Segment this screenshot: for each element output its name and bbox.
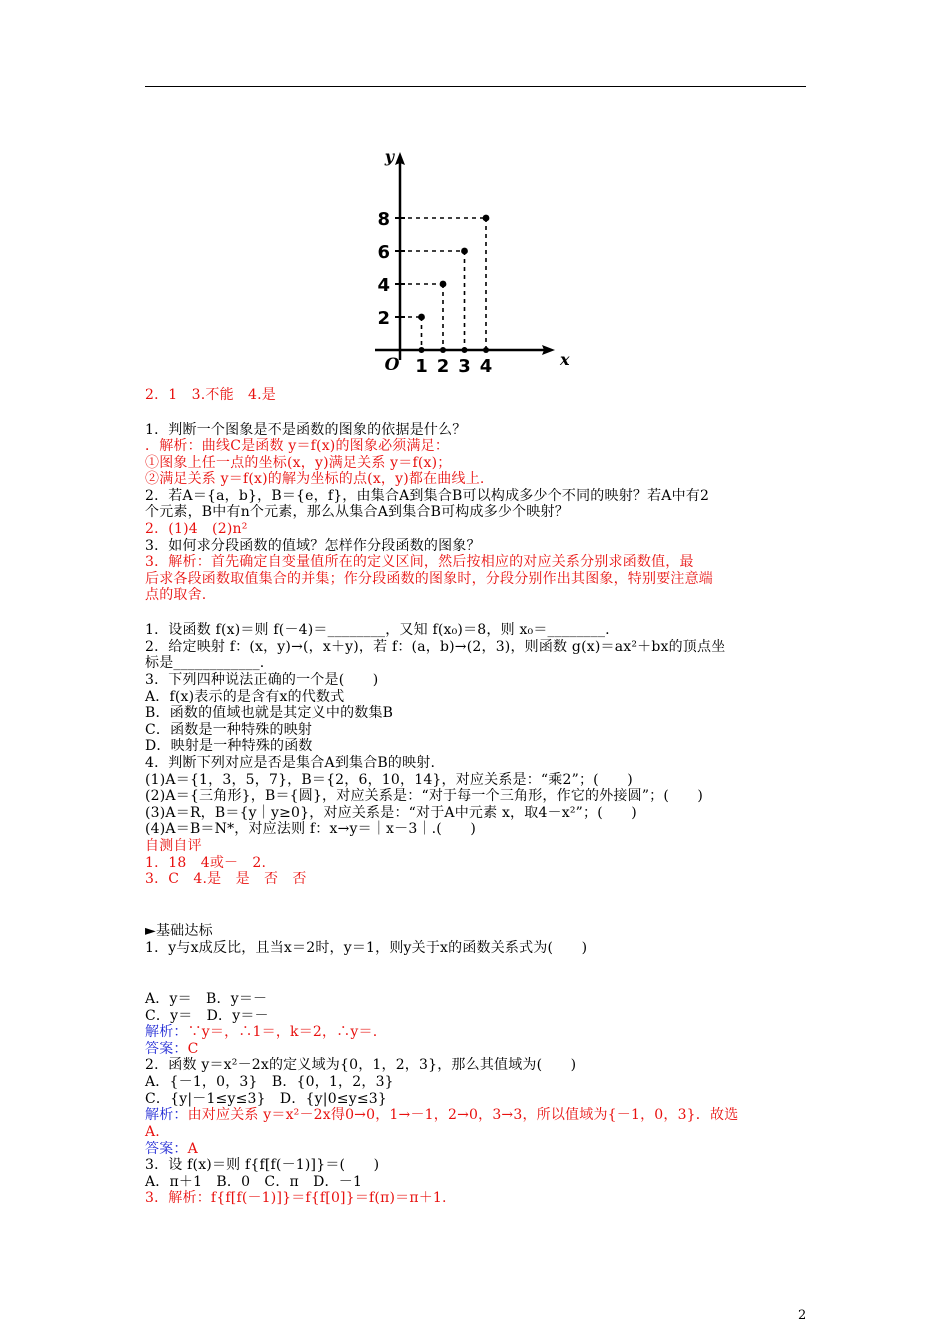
header-rule bbox=[145, 86, 806, 87]
text-line: 2．(1)4 (2)n² bbox=[145, 521, 248, 537]
text-line: (1)A＝{1，3，5，7}，B＝{2，6，10，14}，对应关系是：“乘2”；( ) bbox=[145, 772, 633, 788]
y-tick-label: 8 bbox=[377, 209, 390, 230]
text-line: C．y＝ D．y＝－ bbox=[145, 1008, 269, 1024]
text-line: ．解析：曲线C是函数 y＝f(x)的图象必须满足： bbox=[145, 438, 450, 454]
text-line: 4．判断下列对应是否是集合A到集合B的映射. bbox=[145, 755, 436, 771]
graph-ticks bbox=[377, 209, 492, 377]
text-line: 答案：C bbox=[145, 1041, 199, 1057]
y-tick-label: 2 bbox=[377, 308, 390, 329]
x-tick-label: 1 bbox=[415, 356, 428, 377]
text-line: 2．若A＝{a，b}，B＝{e，f}，由集合A到集合B可以构成多少个不同的映射？若A中有2 bbox=[145, 488, 710, 504]
x-tick-label: 3 bbox=[458, 356, 471, 377]
text-line: ►基础达标 bbox=[145, 923, 213, 939]
text-line: 3．C 4.是 是 否 否 bbox=[145, 871, 307, 887]
text-line: (3)A＝R，B＝{y｜y≥0}，对应关系是：“对于A中元素 x，取4－x²”；( ) bbox=[145, 805, 637, 821]
y-axis-label: y bbox=[384, 147, 394, 166]
function-graph bbox=[370, 140, 570, 380]
text-line: 后求各段函数取值集合的并集；作分段函数的图象时，分段分别作出其图象，特别要注意端 bbox=[145, 571, 713, 587]
text-line: D．映射是一种特殊的函数 bbox=[145, 738, 313, 754]
text-line: A．{－1，0，3} B．{0，1，2，3} bbox=[145, 1074, 394, 1090]
text-line: ①图象上任一点的坐标(x，y)满足关系 y＝f(x)； bbox=[145, 455, 452, 471]
text-line: 个元素，B中有n个元素，那么从集合A到集合B可构成多少个映射？ bbox=[145, 504, 569, 520]
text-line: 解析：∵y＝，∴1＝，k＝2，∴y＝. bbox=[145, 1024, 378, 1040]
text-line: C．{y|－1≤y≤3} D．{y|0≤y≤3} bbox=[145, 1091, 387, 1107]
text-line: 解析：由对应关系 y＝x²－2x得0→0，1→－1，2→0，3→3，所以值域为{－1，0，3}．故选 bbox=[145, 1107, 739, 1123]
x-axis-label: x bbox=[560, 350, 570, 369]
text-line: (2)A＝{三角形}，B＝{圆}，对应关系是：“对于每一个三角形，作它的外接圆”；( ) bbox=[145, 788, 704, 804]
page-number: 2 bbox=[798, 1308, 807, 1323]
text-line: (4)A＝B＝N*，对应法则 f：x→y＝｜x－3｜.( ) bbox=[145, 821, 477, 837]
text-line: 1．设函数 f(x)＝则 f(－4)＝________，又知 f(x₀)＝8，则 x₀＝________. bbox=[145, 622, 610, 638]
text-line: 标是____________. bbox=[145, 655, 265, 671]
text-line: A．f(x)表示的是含有x的代数式 bbox=[145, 689, 345, 705]
x-tick-label: 2 bbox=[436, 356, 450, 377]
origin-label: O bbox=[384, 355, 400, 375]
text-line: C．函数是一种特殊的映射 bbox=[145, 722, 313, 738]
text-line: A．y＝ B．y＝－ bbox=[145, 991, 268, 1007]
text-line: A. bbox=[145, 1124, 160, 1140]
text-line: 点的取舍. bbox=[145, 587, 207, 603]
text-line: 自测自评 bbox=[145, 838, 202, 854]
graph-points bbox=[400, 215, 489, 350]
text-line: 2．给定映射 f：(x，y)→(，x＋y)，若 f：(a，b)→(2，3)，则函数 g(x)＝ax²＋bx的顶点坐 bbox=[145, 639, 726, 655]
text-line: 2．1 3.不能 4.是 bbox=[145, 387, 276, 403]
y-tick-label: 4 bbox=[377, 275, 390, 296]
text-line: 1．y与x成反比，且当x＝2时，y＝1，则y关于x的函数关系式为( ) bbox=[145, 940, 588, 956]
text-line: 3．设 f(x)＝则 f{f[f(－1)]}＝( ) bbox=[145, 1157, 380, 1173]
text-line: 3．下列四种说法正确的一个是( ) bbox=[145, 672, 379, 688]
graph-axes bbox=[375, 147, 570, 375]
text-line: 3．解析：f{f[f(－1)]}＝f{f[0]}＝f(π)＝π＋1. bbox=[145, 1190, 447, 1206]
data-point bbox=[461, 248, 468, 255]
text-line: 3．如何求分段函数的值域？怎样作分段函数的图象？ bbox=[145, 538, 481, 554]
text-line: 3．解析：首先确定自变量值所在的定义区间，然后按相应的对应关系分别求函数值，最 bbox=[145, 554, 694, 570]
text-line: 1．判断一个图象是不是函数的图象的依据是什么？ bbox=[145, 422, 467, 438]
text-line: B．函数的值域也就是其定义中的数集B bbox=[145, 705, 394, 721]
data-point bbox=[440, 281, 447, 288]
data-point bbox=[418, 314, 425, 321]
text-line: 2．函数 y＝x²－2x的定义域为{0，1，2，3}，那么其值域为( ) bbox=[145, 1057, 577, 1073]
text-line: 答案：A bbox=[145, 1141, 198, 1157]
text-line: ②满足关系 y＝f(x)的解为坐标的点(x，y)都在曲线上. bbox=[145, 471, 485, 487]
data-point bbox=[483, 215, 490, 222]
text-line: 1．18 4或－ 2. bbox=[145, 855, 267, 871]
x-tick-label: 4 bbox=[479, 356, 493, 377]
y-tick-label: 6 bbox=[377, 242, 390, 263]
text-line: A．π＋1 B．0 C．π D．－1 bbox=[145, 1174, 363, 1190]
